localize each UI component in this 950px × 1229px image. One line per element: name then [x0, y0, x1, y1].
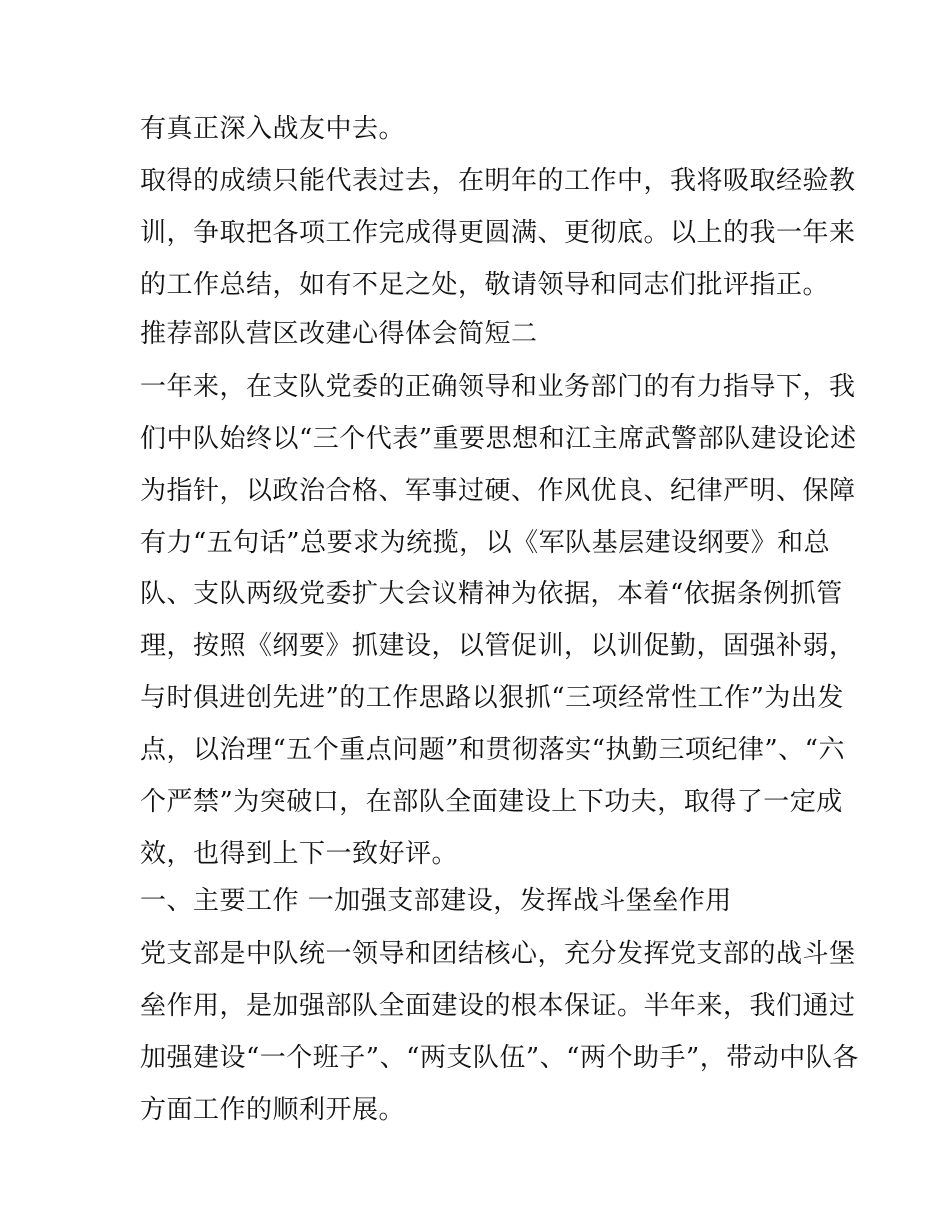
text-line: 个严禁”为突破口，在部队全面建设上下功夫，取得了一定成 [140, 787, 843, 817]
text-line: 点，以治理“五个重点问题”和贯彻落实“执勤三项纪律”、“六 [140, 735, 845, 765]
section-heading: 一、主要工作 一加强支部建设，发挥战斗堡垒作用 [140, 886, 732, 916]
text-line: 与时俱进创先进”的工作思路以狠抓“三项经常性工作”为出发 [140, 683, 844, 713]
text-line: 方面工作的顺利开展。 [140, 1095, 406, 1125]
text-line: 队、支队两级党委扩大会议精神为依据，本着“依据条例抓管 [140, 579, 843, 609]
text-line: 们中队始终以“三个代表”重要思想和江主席武警部队建设论述 [140, 424, 857, 454]
text-line: 有真正深入战友中去。 [140, 114, 406, 144]
text-line: 垒作用，是加强部队全面建设的根本保证。半年来，我们通过 [140, 991, 856, 1021]
text-line: 有力“五句话”总要求为统揽，以《军队基层建设纲要》和总 [140, 528, 831, 558]
text-line: 的工作总结，如有不足之处，敬请领导和同志们批评指正。 [140, 270, 830, 300]
text-line: 效，也得到上下一致好评。 [140, 839, 459, 869]
text-line: 一年来，在支队党委的正确领导和业务部门的有力指导下，我 [140, 372, 856, 402]
text-line: 训，争取把各项工作完成得更圆满、更彻底。以上的我一年来 [140, 218, 856, 248]
text-line: 加强建设“一个班子”、“两支队伍”、“两个助手”，带动中队各 [140, 1043, 859, 1073]
text-line: 理，按照《纲要》抓建设，以管促训，以训促勤，固强补弱， [140, 631, 856, 661]
section-heading: 推荐部队营区改建心得体会简短二 [140, 319, 538, 349]
text-line: 党支部是中队统一领导和团结核心，充分发挥党支部的战斗堡 [140, 939, 856, 969]
text-line: 为指针，以政治合格、军事过硬、作风优良、纪律严明、保障 [140, 476, 856, 506]
text-line: 取得的成绩只能代表过去，在明年的工作中，我将吸取经验教 [140, 166, 856, 196]
